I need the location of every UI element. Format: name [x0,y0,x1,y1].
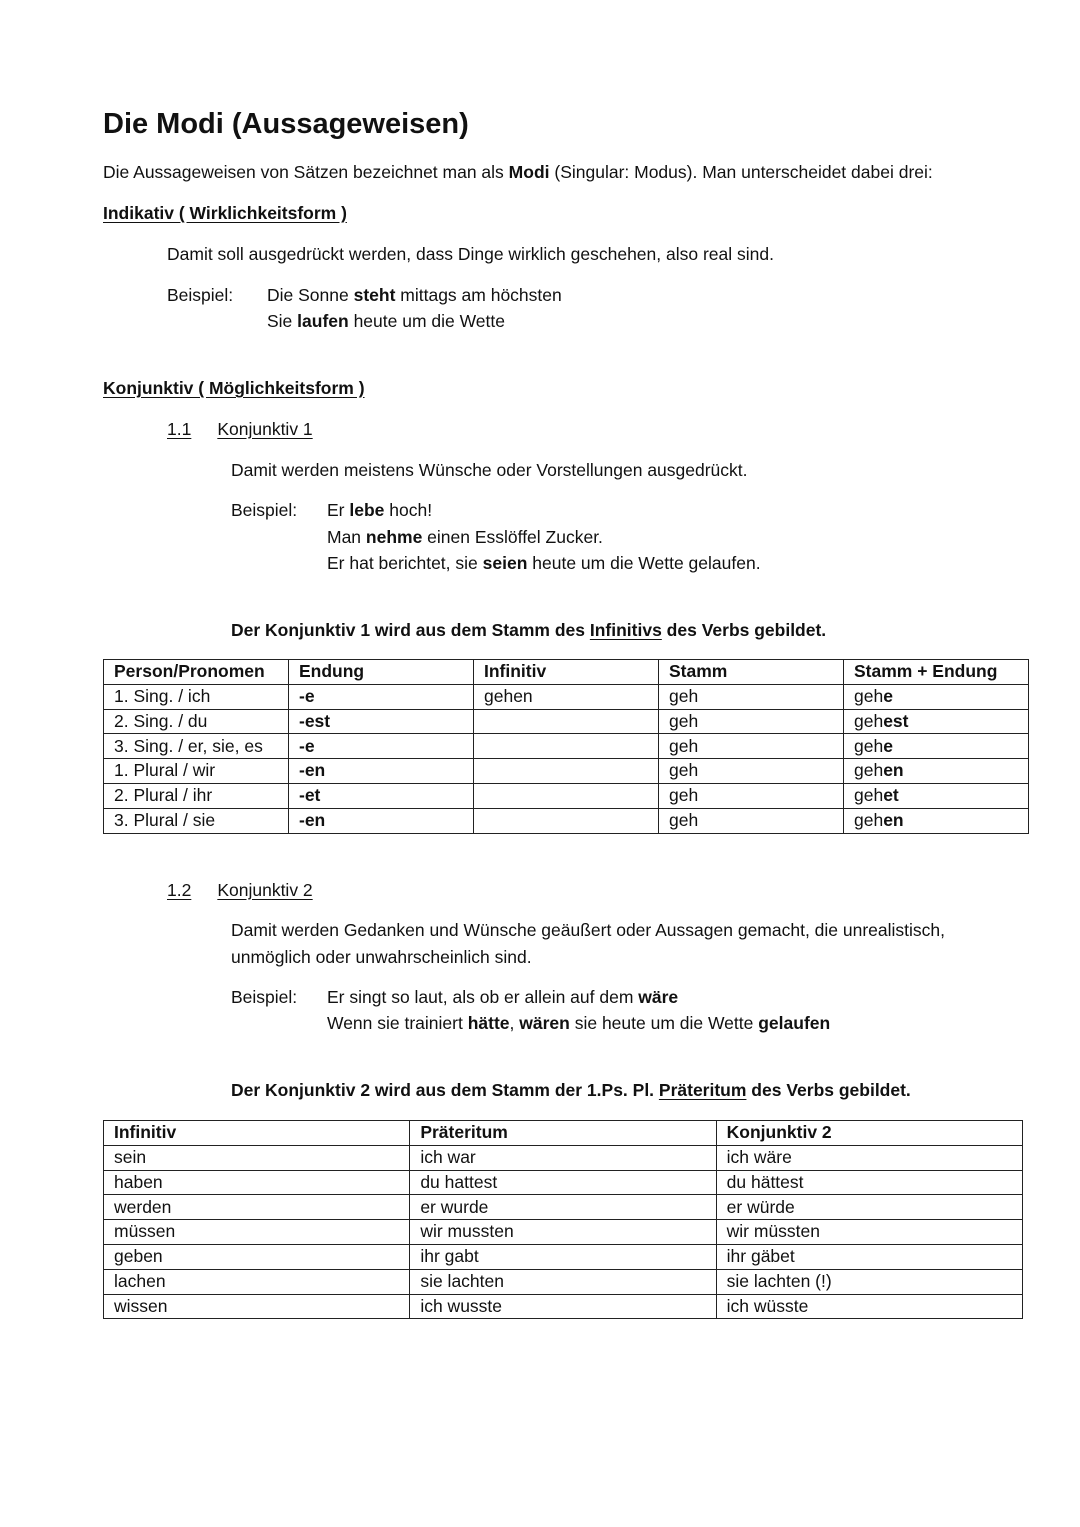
cell-stem-ending: gehen [844,759,1029,784]
cell-ending: -e [289,734,474,759]
table-row [104,759,1029,784]
intro-text: Die Aussageweisen von Sätzen bezeichnet man als Modi (Singular: Modus). Man unterscheidet dabei drei: [103,162,933,182]
header-infinitive: Infinitiv [104,1121,410,1146]
cell-infinitive: haben [104,1170,410,1195]
konjunktiv-1-example-label: Beispiel: [231,500,298,520]
cell-stem: geh [659,759,844,784]
konjunktiv-1-table [103,659,1029,834]
cell-infinitive: geben [104,1244,410,1269]
cell-konjunktiv-2: sie lachten (!) [716,1269,1022,1294]
table-row [104,734,1029,759]
page-title: Die Modi (Aussageweisen) [103,108,469,140]
cell-stem: geh [659,734,844,759]
cell-konjunktiv-2: ihr gäbet [716,1244,1022,1269]
cell-ending: -est [289,709,474,734]
cell-infinitive [474,734,659,759]
table-row [104,783,1029,808]
cell-infinitive: lachen [104,1269,410,1294]
cell-preterite: ihr gabt [410,1244,716,1269]
header-infinitive: Infinitiv [474,660,659,685]
header-stem: Stamm [659,660,844,685]
cell-infinitive [474,783,659,808]
indikativ-example-1: Die Sonne steht mittags am höchsten [267,285,562,305]
cell-infinitive: sein [104,1145,410,1170]
konjunktiv-1-example-3: Er hat berichtet, sie seien heute um die Wette gelaufen. [327,553,761,573]
table-row [104,684,1029,709]
table-row [104,1170,1023,1195]
konjunktiv-2-example-2: Wenn sie trainiert hätte, wären sie heute um die Wette gelaufen [327,1013,831,1033]
cell-preterite: er wurde [410,1195,716,1220]
konjunktiv-1-heading: 1.1 Konjunktiv 1 [167,419,313,439]
cell-infinitive: müssen [104,1220,410,1245]
cell-konjunktiv-2: ich wüsste [716,1294,1022,1319]
table-row [104,808,1029,833]
konjunktiv-2-example-1: Er singt so laut, als ob er allein auf dem wäre [327,987,679,1007]
table-row [104,1145,1023,1170]
cell-ending: -en [289,759,474,784]
table-header-row [104,1121,1023,1146]
header-konjunktiv-2: Konjunktiv 2 [716,1121,1022,1146]
header-stem-ending: Stamm + Endung [844,660,1029,685]
header-preterite: Präteritum [410,1121,716,1146]
cell-preterite: wir mussten [410,1220,716,1245]
cell-person: 3. Sing. / er, sie, es [104,734,289,759]
cell-konjunktiv-2: er würde [716,1195,1022,1220]
cell-preterite: du hattest [410,1170,716,1195]
cell-infinitive: wissen [104,1294,410,1319]
cell-stem: geh [659,709,844,734]
cell-infinitive [474,808,659,833]
cell-stem-ending: gehest [844,709,1029,734]
table-row [104,709,1029,734]
cell-stem-ending: gehe [844,734,1029,759]
cell-konjunktiv-2: wir müssten [716,1220,1022,1245]
table-row [104,1269,1023,1294]
konjunktiv-2-description-line-2: unmöglich oder unwahrscheinlich sind. [231,947,532,967]
cell-person: 1. Sing. / ich [104,684,289,709]
konjunktiv-1-rule: Der Konjunktiv 1 wird aus dem Stamm des Infinitivs des Verbs gebildet. [231,620,827,640]
cell-preterite: ich war [410,1145,716,1170]
cell-preterite: sie lachten [410,1269,716,1294]
indikativ-example-2: Sie laufen heute um die Wette [267,311,505,331]
cell-stem-ending: gehet [844,783,1029,808]
header-ending: Endung [289,660,474,685]
indikativ-description: Damit soll ausgedrückt werden, dass Dinge wirklich geschehen, also real sind. [167,244,774,264]
cell-stem-ending: gehen [844,808,1029,833]
konjunktiv-2-rule: Der Konjunktiv 2 wird aus dem Stamm der 1.Ps. Pl. Präteritum des Verbs gebildet. [231,1080,911,1100]
konjunktiv-2-description-line-1: Damit werden Gedanken und Wünsche geäußert oder Aussagen gemacht, die unrealistisch, [231,920,946,940]
cell-ending: -en [289,808,474,833]
cell-infinitive: gehen [474,684,659,709]
konjunktiv-2-example-label: Beispiel: [231,987,298,1007]
table-row [104,1244,1023,1269]
cell-stem: geh [659,684,844,709]
cell-infinitive: werden [104,1195,410,1220]
cell-person: 2. Plural / ihr [104,783,289,808]
konjunktiv-1-example-1: Er lebe hoch! [327,500,433,520]
cell-preterite: ich wusste [410,1294,716,1319]
table-row [104,1220,1023,1245]
cell-stem: geh [659,808,844,833]
konjunktiv-2-table [103,1120,1023,1319]
konjunktiv-1-description: Damit werden meistens Wünsche oder Vorstellungen ausgedrückt. [231,460,748,480]
cell-person: 2. Sing. / du [104,709,289,734]
cell-stem: geh [659,783,844,808]
table-row [104,1294,1023,1319]
konjunktiv-heading: Konjunktiv ( Möglichkeitsform ) [103,378,365,398]
cell-infinitive [474,759,659,784]
cell-konjunktiv-2: du hättest [716,1170,1022,1195]
konjunktiv-1-example-2: Man nehme einen Esslöffel Zucker. [327,527,603,547]
table-row [104,1195,1023,1220]
table-header-row [104,660,1029,685]
cell-konjunktiv-2: ich wäre [716,1145,1022,1170]
cell-person: 3. Plural / sie [104,808,289,833]
cell-person: 1. Plural / wir [104,759,289,784]
indikativ-heading: Indikativ ( Wirklichkeitsform ) [103,203,347,223]
indikativ-example-label: Beispiel: [167,285,234,305]
konjunktiv-2-heading: 1.2 Konjunktiv 2 [167,880,313,900]
cell-ending: -et [289,783,474,808]
cell-stem-ending: gehe [844,684,1029,709]
header-person: Person/Pronomen [104,660,289,685]
cell-ending: -e [289,684,474,709]
cell-infinitive [474,709,659,734]
